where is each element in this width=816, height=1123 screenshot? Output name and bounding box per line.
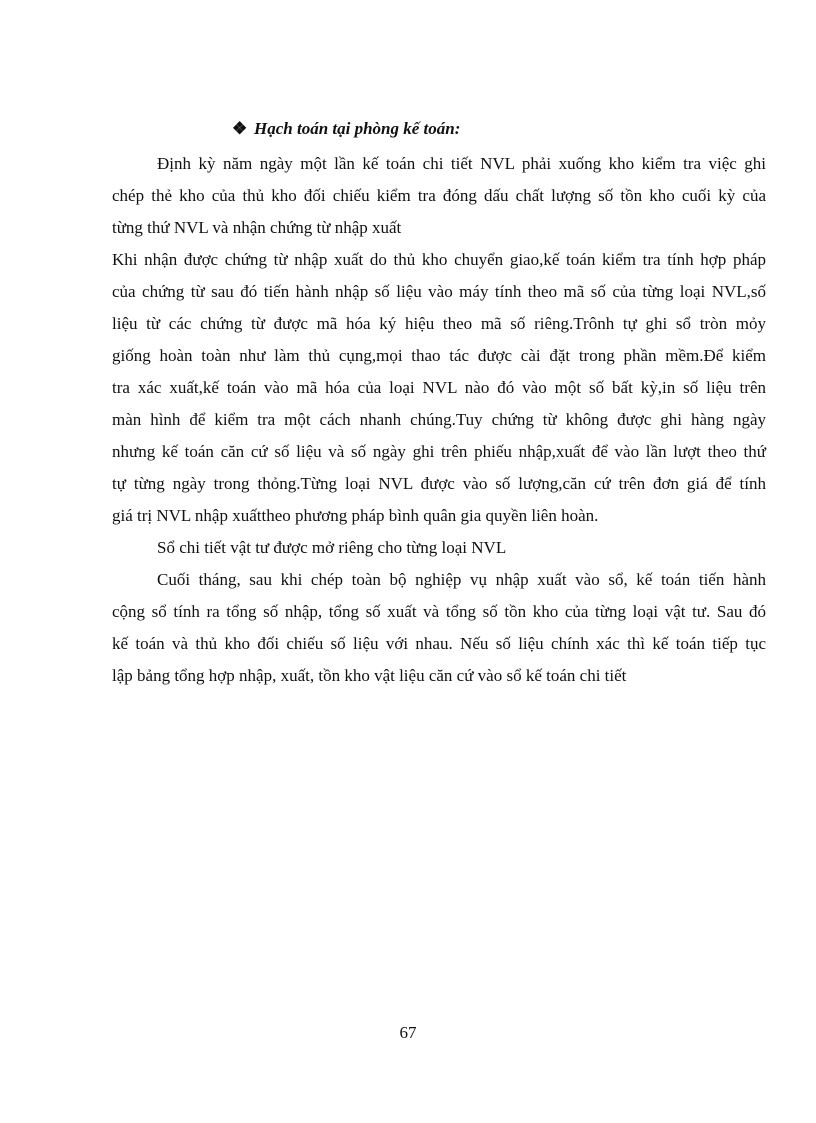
paragraph-line: Cuối tháng, sau khi chép toàn bộ nghiệp vụ nhập xuất vào sổ, kế toán tiến hành: [157, 570, 766, 589]
paragraph-line: màn hình để kiểm tra một cách nhanh chúng.Tuy chứng từ không được ghi hàng ngày: [112, 410, 766, 429]
paragraph-line: tra xác xuất,kế toán vào mã hóa của loại NVL nào đó vào một số bất kỳ,in số liệu trên: [112, 378, 766, 397]
paragraph-line: cộng sổ tính ra tổng số nhập, tổng số xuất và tổng số tồn kho của từng loại vật tư. Sau đó: [112, 602, 766, 621]
diamond-bullet-icon: ❖: [232, 119, 248, 138]
paragraph-line: liệu từ các chứng từ được mã hóa ký hiệu theo mã số riêng.Trônh tự ghi sổ tròn mỏy: [112, 314, 766, 333]
paragraph-line: chép thẻ kho của thủ kho đối chiếu kiểm tra đóng dấu chất lượng số tồn kho cuối kỳ của: [112, 186, 766, 205]
paragraph-line: từng thứ NVL và nhận chứng từ nhập xuất: [112, 218, 402, 237]
paragraph-line: giống hoàn toàn như làm thủ cụng,mọi thao tác được cài đặt trong phần mềm.Để kiểm: [112, 346, 766, 365]
paragraph-line: tự từng ngày trong thỏng.Từng loại NVL được vào số lượng,căn cứ trên đơn giá để tính: [112, 474, 766, 493]
paragraph-line: Định kỳ năm ngày một lần kế toán chi tiết NVL phải xuống kho kiểm tra việc ghi: [157, 154, 766, 173]
paragraph-line: Khi nhận được chứng từ nhập xuất do thủ kho chuyển giao,kế toán kiểm tra tính hợp pháp: [112, 250, 766, 269]
page-number: 67: [399, 1023, 417, 1042]
paragraph-line: lập bảng tổng hợp nhập, xuất, tồn kho vật liệu căn cứ vào sổ kế toán chi tiết: [112, 666, 627, 685]
paragraph-line: kế toán và thủ kho đối chiếu số liệu với nhau. Nếu số liệu chính xác thì kế toán tiếp tục: [112, 634, 766, 653]
paragraph-line: Sổ chi tiết vật tư được mở riêng cho từng loại NVL: [157, 538, 507, 557]
paragraph-line: nhưng kế toán căn cứ số liệu và số ngày ghi trên phiếu nhập,xuất để vào lần lượt theo thứ: [112, 442, 766, 461]
section-heading-text: Hạch toán tại phòng kế toán:: [254, 119, 461, 138]
section-heading: [232, 119, 460, 139]
paragraph-line: của chứng từ sau đó tiến hành nhập số liệu vào máy tính theo mã số của từng loại NVL,số: [112, 282, 766, 301]
paragraph-line: giá trị NVL nhập xuấttheo phương pháp bình quân gia quyền liên hoàn.: [112, 506, 599, 525]
